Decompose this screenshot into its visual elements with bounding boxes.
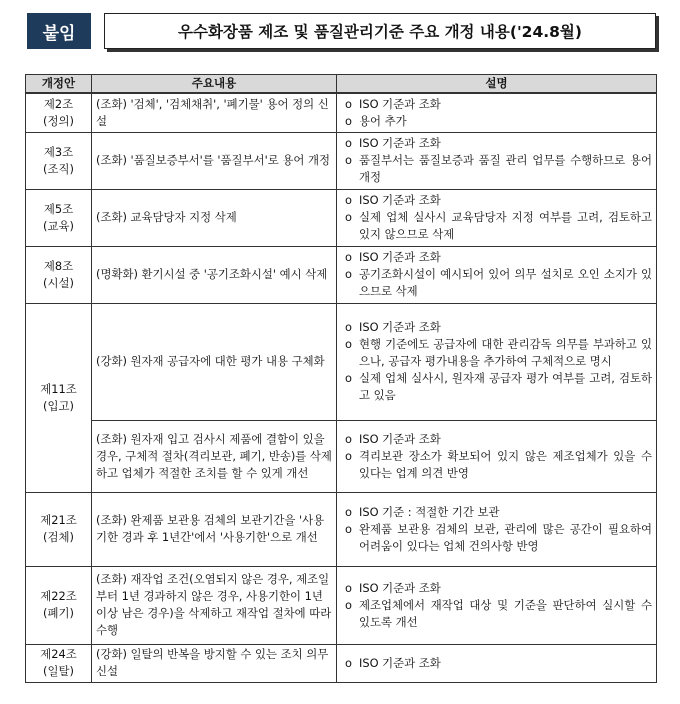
article-number: 제2조: [43, 96, 74, 111]
table-row: [26, 644, 657, 682]
article-cell: [26, 566, 92, 644]
content-cell: (조화) 재작업 조건(오염되지 않은 경우, 제조일부터 1년 경과하지 않은 경우, 사용기한이 1년 이상 남은 경우)을 삭제하고 재작업 절차에 따라 수행: [92, 566, 337, 644]
description-cell: [337, 189, 657, 246]
description-point: o ISO 기준과 조화: [341, 580, 652, 597]
article-topic: (조직): [43, 161, 74, 176]
table-row: [26, 246, 657, 303]
description-cell: [337, 93, 657, 132]
article-topic: (입고): [43, 398, 74, 413]
content-cell: (명확화) 환기시설 중 '공기조화시설' 예시 삭제: [92, 246, 337, 303]
article-number: 제21조: [40, 513, 77, 527]
description-point: o ISO 기준과 조화: [341, 96, 652, 113]
table-row: [26, 189, 657, 246]
article-cell: [26, 492, 92, 566]
content-cell: (조화) '품질보증부서'를 '품질부서'로 용어 개정: [92, 132, 337, 189]
description-cell: [337, 492, 657, 566]
article-topic: (교육): [43, 218, 74, 233]
table-row: [26, 566, 657, 644]
article-number: 제5조: [43, 201, 74, 216]
description-point: o 실제 업체 실사시, 원자재 공급자 평가 여부를 고려, 검토하고 있음: [341, 370, 652, 404]
article-topic: (검체): [43, 530, 74, 544]
article-cell: [26, 246, 92, 303]
article-number: 제24조: [40, 647, 77, 661]
article-number: 제3조: [43, 144, 74, 159]
table-row: [26, 420, 657, 492]
description-point: o 공기조화시설이 예시되어 있어 의무 설치로 오인 소지가 있으므로 삭제: [341, 266, 652, 300]
description-point: o 완제품 보관용 검체의 보관, 관리에 많은 공간이 필요하여 어려움이 있다는 업체 건의사항 반영: [341, 521, 652, 555]
column-header-content: 주요내용: [92, 75, 337, 94]
description-cell: [337, 132, 657, 189]
description-point: o ISO 기준과 조화: [341, 192, 652, 209]
article-topic: (폐기): [43, 606, 74, 620]
description-cell: [337, 644, 657, 682]
description-cell: [337, 420, 657, 492]
article-topic: (일탈): [43, 664, 74, 678]
content-cell: (조화) 완제품 보관용 검체의 보관기간을 '사용기한 경과 후 1년간'에서 '사용기한'으로 개선: [92, 492, 337, 566]
content-cell: (조화) '검체', '검체채취', '폐기물' 용어 정의 신설: [92, 93, 337, 132]
article-number: 제8조: [43, 258, 74, 273]
revision-table: [25, 74, 657, 683]
description-point: o ISO 기준과 조화: [341, 655, 652, 672]
description-point: o ISO 기준 : 적절한 기간 보관: [341, 504, 652, 521]
table-header-row: [26, 75, 657, 94]
description-point: o 현행 기준에도 공급자에 대한 관리감독 의무를 부과하고 있으나, 공급자 평가내용을 추가하여 구체적으로 명시: [341, 336, 652, 370]
article-topic: (시설): [43, 275, 74, 290]
article-cell: [26, 644, 92, 682]
description-point: o ISO 기준과 조화: [341, 319, 652, 336]
article-number: 제22조: [40, 589, 77, 603]
description-point: o 품질부서는 품질보증과 품질 관리 업무를 수행하므로 용어 개정: [341, 152, 652, 186]
description-point: o ISO 기준과 조화: [341, 135, 652, 152]
content-cell: (강화) 일탈의 반복을 방지할 수 있는 조치 의무 신설: [92, 644, 337, 682]
content-cell: (조화) 원자재 입고 검사시 제품에 결함이 있을 경우, 구체적 절차(격리보관, 폐기, 반송)를 삭제하고 업체가 적절한 조치를 할 수 있게 개선: [92, 420, 337, 492]
description-point: o ISO 기준과 조화: [341, 249, 652, 266]
attachment-badge: 붙임: [27, 13, 91, 49]
article-cell: [26, 303, 92, 492]
article-number: 제11조: [40, 381, 77, 396]
content-cell: (강화) 원자재 공급자에 대한 평가 내용 구체화: [92, 303, 337, 420]
article-topic: (정의): [43, 113, 74, 128]
description-point: o 실제 업체 실사시 교육담당자 지정 여부를 고려, 검토하고 있지 않으므로 삭제: [341, 209, 652, 243]
description-point: o ISO 기준과 조화: [341, 431, 652, 448]
description-cell: [337, 566, 657, 644]
table-row: [26, 303, 657, 420]
table-row: [26, 492, 657, 566]
description-point: o 격리보관 장소가 확보되어 있지 않은 제조업체가 있을 수 있다는 업계 의견 반영: [341, 448, 652, 482]
column-header-article: 개정안: [26, 75, 92, 94]
description-cell: [337, 303, 657, 420]
description-point: o 용어 추가: [341, 113, 652, 130]
table-row: [26, 132, 657, 189]
document-title: 우수화장품 제조 및 품질관리기준 주요 개정 내용('24.8월): [104, 13, 656, 49]
article-cell: [26, 132, 92, 189]
article-cell: [26, 189, 92, 246]
column-header-description: 설명: [337, 75, 657, 94]
content-cell: (조화) 교육담당자 지정 삭제: [92, 189, 337, 246]
description-cell: [337, 246, 657, 303]
table-row: [26, 93, 657, 132]
description-point: o 제조업체에서 재작업 대상 및 기준을 판단하여 실시할 수 있도록 개선: [341, 597, 652, 631]
article-cell: [26, 93, 92, 132]
